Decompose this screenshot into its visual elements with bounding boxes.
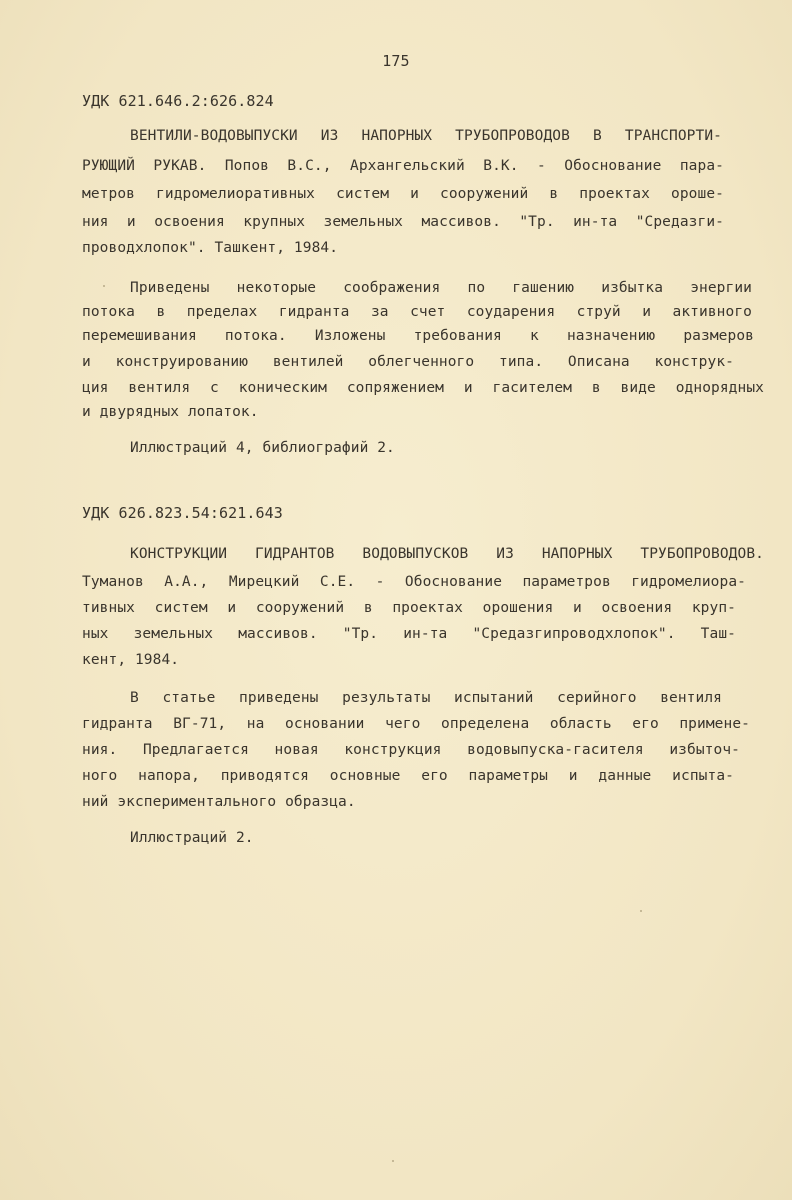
abstract-line: ного напора, приводятся основные его параметры и данные испыта- <box>82 768 734 784</box>
entry-heading-line: КОНСТРУКЦИИ ГИДРАНТОВ ВОДОВЫПУСКОВ ИЗ НАПОРНЫХ ТРУБОПРОВОДОВ. <box>130 546 764 562</box>
abstract-line: гидранта ВГ-71, на основании чего определена область его примене- <box>82 716 750 732</box>
abstract-line: и конструированию вентилей облегченного типа. Описана конструк- <box>82 354 734 370</box>
entry-heading-line: метров гидромелиоративных систем и сооружений в проектах ороше- <box>82 186 724 202</box>
entry-heading-line: РУЮЩИЙ РУКАВ. Попов В.С., Архангельский В.К. - Обоснование пара- <box>82 158 724 174</box>
abstract-line: и двурядных лопаток. <box>82 404 259 420</box>
abstract-line: потока в пределах гидранта за счет соударения струй и активного <box>82 304 752 320</box>
abstract-line: ния. Предлагается новая конструкция водовыпуска-гасителя избыточ- <box>82 742 740 758</box>
entry-heading-line: ных земельных массивов. "Тр. ин-та "Средазгипроводхлопок". Таш- <box>82 626 736 642</box>
entry-heading-line: кент, 1984. <box>82 652 180 668</box>
page-number: 175 <box>382 52 410 70</box>
udc-code: УДК 626.823.54:621.643 <box>82 504 283 522</box>
entry-heading-line: тивных систем и сооружений в проектах орошения и освоения круп- <box>82 600 736 616</box>
udc-code: УДК 621.646.2:626.824 <box>82 92 274 110</box>
abstract-line: ция вентиля с коническим сопряжением и гасителем в виде однорядных <box>82 380 764 396</box>
illustrations-count: Иллюстраций 2. <box>130 830 254 846</box>
entry-heading-line: ния и освоения крупных земельных массивов. "Тр. ин-та "Средазги- <box>82 214 724 230</box>
abstract-line: ний экспериментального образца. <box>82 794 356 810</box>
abstract-line: Приведены некоторые соображения по гашению избытка энергии <box>130 280 752 296</box>
paper-speck <box>392 1160 394 1162</box>
abstract-line: В статье приведены результаты испытаний серийного вентиля <box>130 690 722 706</box>
paper-speck <box>640 910 642 912</box>
illustrations-count: Иллюстраций 4, библиографий 2. <box>130 440 395 456</box>
abstract-line: перемешивания потока. Изложены требования к назначению размеров <box>82 328 754 344</box>
entry-heading-line: Туманов А.А., Мирецкий С.Е. - Обоснование параметров гидромелиора- <box>82 574 746 590</box>
entry-heading-line: ВЕНТИЛИ-ВОДОВЫПУСКИ ИЗ НАПОРНЫХ ТРУБОПРОВОДОВ В ТРАНСПОРТИ- <box>130 128 722 144</box>
paper-speck <box>103 285 105 287</box>
entry-heading-line: проводхлопок". Ташкент, 1984. <box>82 240 339 256</box>
